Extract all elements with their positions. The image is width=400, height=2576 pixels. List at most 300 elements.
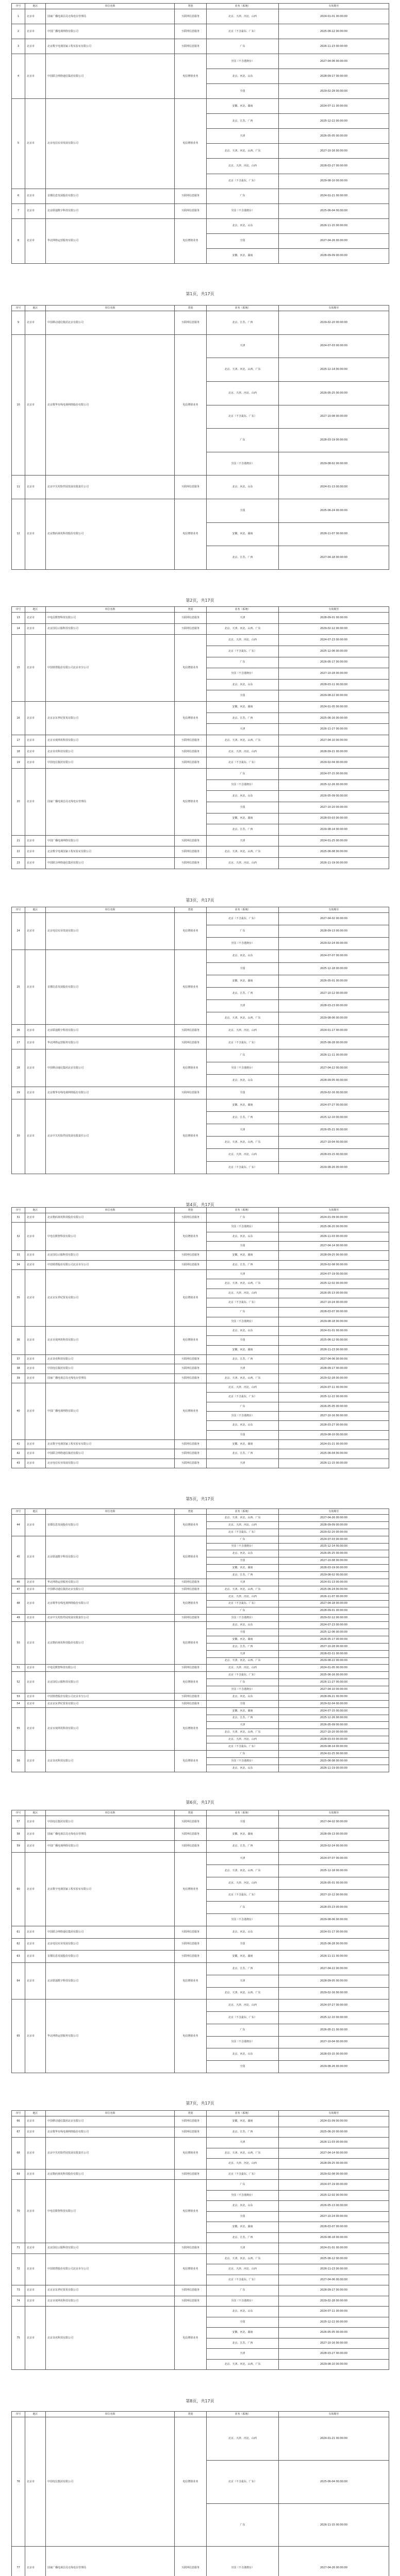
cell-scope: 北京、河北、山东: [207, 2307, 279, 2317]
cell-region: 北京市: [25, 702, 46, 735]
table-row: [12, 2253, 389, 2264]
cell-category: 电信增值业务: [175, 1853, 207, 1926]
table-row: [12, 613, 389, 624]
cell-expiry: 2025-06-28 00:00:00: [279, 1938, 389, 1951]
cell-scope: 北京、河北、山东: [207, 1622, 279, 1629]
cell-expiry: 2028-03-07 00:00:00: [279, 2222, 389, 2233]
cell-expiry: 2029-02-24 00:00:00: [279, 1840, 389, 1853]
cell-expiry: 2029-02-12 00:00:00: [279, 623, 389, 635]
cell-category: 互联网信息服务: [175, 1840, 207, 1853]
cell-region: 北京市: [25, 218, 46, 263]
cell-expiry: 2029-08-06 00:00:00: [279, 1914, 389, 1926]
table-row: [12, 1593, 389, 1600]
cell-scope: 安徽、河北、湖南: [207, 1251, 279, 1260]
header-company: 单位名称: [46, 907, 175, 913]
cell-scope: 全国（不含港澳台）: [207, 1062, 279, 1074]
cell-scope: 全国: [207, 1241, 279, 1250]
cell-scope: 广东: [207, 1750, 279, 1757]
cell-region: 北京市: [25, 1515, 46, 1536]
cell-category: 电信增值业务: [175, 1515, 207, 1536]
cell-scope: 北京、天津、河北、山西: [207, 159, 279, 174]
cell-scope: 天津: [207, 2138, 279, 2148]
cell-scope: 北京、天津、河北、山西、广东: [207, 735, 279, 747]
cell-region: 北京市: [25, 1099, 46, 1174]
cell-scope: 全国（不含港澳台）: [207, 1223, 279, 1232]
cell-region: 北京市: [25, 499, 46, 570]
cell-scope: 全国（不含港澳台）: [207, 1914, 279, 1926]
cell-expiry: 2025-06-08 00:00:00: [279, 1757, 389, 1765]
cell-scope: 安徽、河北、湖南: [207, 1345, 279, 1354]
cell-expiry: 2027-10-04 00:00:00: [279, 2036, 389, 2048]
table-row: [12, 499, 389, 523]
cell-expiry: 2026-11-11 00:00:00: [279, 1951, 389, 1963]
cell-company: 中电信数智科技有限公司: [46, 2180, 175, 2243]
header-seq: 序号: [12, 1208, 25, 1213]
cell-seq: 26: [12, 1025, 25, 1037]
table-row: [12, 311, 389, 335]
table-row: [12, 1374, 389, 1383]
cell-category: 电信增值业务: [175, 635, 207, 702]
cell-category: 互联网信息服务: [175, 2169, 207, 2180]
table-row: [12, 1536, 389, 1543]
cell-expiry: 2027-04-06 00:00:00: [279, 1354, 389, 1364]
cell-expiry: 2029-08-06 00:00:00: [279, 1012, 389, 1025]
table-row: [12, 1354, 389, 1364]
cell-expiry: 2028-03-03 00:00:00: [279, 1736, 389, 1743]
cell-seq: 53: [12, 1693, 25, 1700]
cell-expiry: 2025-06-08 00:00:00: [279, 846, 389, 858]
cell-region: 北京市: [25, 1750, 46, 1772]
table-row: [12, 1853, 389, 1865]
cell-category: 互联网信息服务: [175, 2116, 207, 2127]
cell-scope: 天津: [207, 1975, 279, 1987]
cell-expiry: 2029-08-22 00:00:00: [279, 690, 389, 702]
cell-company: 中国移动通信集团北京有限公司: [46, 1586, 175, 1593]
cell-scope: 北京（不含最东、广东）: [207, 1161, 279, 1174]
cell-company: 中国铁塔股份有限公司北京市分公司: [46, 1693, 175, 1700]
cell-expiry: 2025-12-22 00:00:00: [279, 2317, 389, 2328]
cell-expiry: 2027-10-28 00:00:00: [279, 668, 389, 680]
cell-seq: 65: [12, 1999, 25, 2073]
cell-company: 北京数码视讯科技股份有限公司: [46, 1213, 175, 1223]
cell-company: 中国联合网络通信集团有限公司: [46, 1926, 175, 1938]
cell-expiry: 2027-04-02 00:00:00: [279, 1816, 389, 1828]
cell-expiry: 2025-06-20 00:00:00: [279, 2127, 389, 2138]
cell-expiry: 2025-12-18 00:00:00: [279, 962, 389, 975]
cell-expiry: 2026-05-17 00:00:00: [279, 1636, 389, 1643]
cell-company: 北京百度网讯科技有限公司: [46, 1707, 175, 1750]
cell-expiry: 2025-06-04 00:00:00: [279, 1449, 389, 1459]
cell-scope: 天津: [207, 999, 279, 1012]
cell-region: 北京市: [25, 1459, 46, 1468]
cell-company: 北京数字电视国家工程实验室有限公司: [46, 39, 175, 54]
cell-seq: 55: [12, 1707, 25, 1750]
header-region: 地区: [25, 1208, 46, 1213]
cell-expiry: 2027-10-08 00:00:00: [279, 405, 389, 429]
cell-company: 北京京东世纪贸易有限公司: [46, 1269, 175, 1326]
cell-scope: 全国（不含港澳台）: [207, 452, 279, 476]
header-category: 类别: [175, 1208, 207, 1213]
cell-company: 北京数字电视国家工程实验室有限公司: [46, 846, 175, 858]
cell-scope: 全国: [207, 1938, 279, 1951]
cell-expiry: 2028-09-21 00:00:00: [279, 1693, 389, 1700]
cell-scope: 北京、河北、山东: [207, 950, 279, 962]
page-footer: 第5页，共17页: [186, 1497, 214, 1501]
cell-scope: 广东: [207, 39, 279, 54]
cell-expiry: 2027-10-16 00:00:00: [279, 144, 389, 159]
table-row: [12, 54, 389, 69]
cell-category: 电信增值业务: [175, 2180, 207, 2243]
table-row: [12, 1828, 389, 1840]
cell-seq: 39: [12, 1374, 25, 1383]
cell-scope: 北京、天津、河北、山西、广东: [207, 1657, 279, 1665]
cell-expiry: 2027-10-16 00:00:00: [279, 1411, 389, 1420]
cell-expiry: 2028-03-11 00:00:00: [279, 1650, 389, 1657]
cell-expiry: 2027-04-22 00:00:00: [279, 1062, 389, 1074]
header-scope: 业务（系统）: [207, 2111, 279, 2116]
cell-company: 中电信数智科技有限公司: [46, 1665, 175, 1672]
cell-company: 北京歌华有线电视网络股份有限公司: [46, 334, 175, 476]
cell-category: 电信增值业务: [175, 1536, 207, 1579]
cell-expiry: 2029-02-04 00:00:00: [279, 1700, 389, 1707]
table-row: [12, 1260, 389, 1269]
cell-company: 华北网络运营服务有限公司: [46, 218, 175, 263]
cell-seq: 40: [12, 1383, 25, 1439]
cell-scope: 北京、天津、河北、山西: [207, 2264, 279, 2275]
cell-scope: 安徽、河北、湖南: [207, 975, 279, 987]
cell-expiry: 2028-03-15 00:00:00: [279, 2048, 389, 2061]
cell-expiry: 2026-11-07 00:00:00: [279, 522, 389, 546]
cell-scope: 安徽、河北、湖南: [207, 1636, 279, 1643]
cell-company: 中电信数智科技有限公司: [46, 613, 175, 624]
cell-region: 北京市: [25, 9, 46, 24]
cell-scope: 北京、河北、山东: [207, 679, 279, 690]
cell-expiry: 2027-04-06 00:00:00: [279, 54, 389, 69]
cell-category: 电信增值业务: [175, 1049, 207, 1087]
header-expiry: 有效期至: [279, 607, 389, 613]
cell-expiry: 2024-01-17 00:00:00: [279, 1926, 389, 1938]
page-footer: 第2页，共17页: [186, 598, 214, 603]
cell-expiry: 2027-04-18 00:00:00: [279, 546, 389, 570]
cell-expiry: 2026-05-01 00:00:00: [279, 1877, 389, 1889]
document-page: [11, 2110, 389, 2403]
cell-scope: 安徽、河北、湖南: [207, 1565, 279, 1572]
cell-scope: 北京、天津、河北、山西、广东: [207, 1865, 279, 1877]
cell-expiry: 2024-01-21 00:00:00: [279, 189, 389, 204]
header-scope: 业务（系统）: [207, 306, 279, 311]
cell-company: 国家广播电视总局无线电台管理局: [46, 1374, 175, 1383]
cell-scope: 全国: [207, 84, 279, 99]
cell-company: 北京联通数字科技有限公司: [46, 204, 175, 218]
cell-category: 互联网信息服务: [175, 1213, 207, 1223]
cell-expiry: 2027-04-06 00:00:00: [279, 2275, 389, 2285]
cell-expiry: 2029-02-24 00:00:00: [279, 938, 389, 950]
cell-region: 北京市: [25, 2127, 46, 2138]
cell-region: 北京市: [25, 1439, 46, 1449]
cell-scope: 天津: [207, 1269, 279, 1279]
cell-scope: 北京（不含最东、广东）: [207, 913, 279, 925]
page-footer: 第3页，共17页: [186, 898, 214, 903]
cell-scope: 广东: [207, 657, 279, 668]
cell-category: 电信增值业务: [175, 1223, 207, 1251]
cell-scope: 全国（不含港澳台）: [207, 779, 279, 791]
cell-expiry: 2027-04-02 00:00:00: [279, 913, 389, 925]
cell-scope: 北京（不含最东、广东）: [207, 2275, 279, 2285]
header-category: 类别: [175, 1509, 207, 1515]
cell-scope: 天津: [207, 1650, 279, 1657]
cell-expiry: 2024-07-11 00:00:00: [279, 1383, 389, 1392]
cell-region: 北京市: [25, 1853, 46, 1926]
cell-seq: 73: [12, 2285, 25, 2296]
cell-company: 中国联合网络通信集团有限公司: [46, 1449, 175, 1459]
cell-expiry: 2029-02-20 00:00:00: [279, 1529, 389, 1536]
cell-expiry: 2026-05-05 00:00:00: [279, 2328, 389, 2338]
cell-expiry: 2029-02-12 00:00:00: [279, 1615, 389, 1622]
cell-expiry: 2028-09-05 00:00:00: [279, 1975, 389, 1987]
header-company: 单位名称: [46, 2412, 175, 2417]
cell-region: 北京市: [25, 635, 46, 702]
header-expiry: 有效期至: [279, 2412, 389, 2417]
cell-expiry: 2027-04-14 00:00:00: [279, 1241, 389, 1250]
header-region: 地区: [25, 1810, 46, 1816]
cell-scope: 安徽、河北、湖南: [207, 813, 279, 824]
cell-scope: 北京、天津、河北、山西、广东: [207, 1137, 279, 1149]
license-table: [11, 1207, 389, 1468]
table-row: [12, 1099, 389, 1111]
cell-scope: 北京、天津、河北、山西: [207, 746, 279, 757]
cell-company: 北京数码视讯科技股份有限公司: [46, 499, 175, 570]
header-region: 地区: [25, 2412, 46, 2417]
cell-category: 互联网信息服务: [175, 1087, 207, 1099]
cell-scope: 北京（不含最东、广东）: [207, 1743, 279, 1751]
cell-seq: 74: [12, 2296, 25, 2307]
cell-seq: 71: [12, 2243, 25, 2254]
cell-scope: 全国（不含港澳台）: [207, 1411, 279, 1420]
cell-expiry: 2026-05-21 00:00:00: [279, 2024, 389, 2036]
cell-scope: 全国: [207, 690, 279, 702]
header-company: 单位名称: [46, 607, 175, 613]
cell-company: 北京电信实业发展有限公司: [46, 913, 175, 950]
cell-company: 首都信息发展股份有限公司: [46, 189, 175, 204]
cell-expiry: 2026-11-03 00:00:00: [279, 1232, 389, 1241]
table-row: [12, 1665, 389, 1672]
cell-scope: 北京、天津、河北、山西: [207, 1593, 279, 1600]
table-row: [12, 2307, 389, 2317]
cell-region: 北京市: [25, 1586, 46, 1593]
document-page: [11, 2411, 389, 2576]
license-table: [11, 1810, 389, 2073]
header-category: 类别: [175, 907, 207, 913]
cell-category: 互联网信息服务: [175, 204, 207, 218]
cell-scope: 北京、河北、山东: [207, 1421, 279, 1430]
cell-seq: 5: [12, 99, 25, 189]
cell-company: 中国电信集团有限公司: [46, 1364, 175, 1374]
cell-scope: 北京、河北、山东: [207, 1693, 279, 1700]
cell-scope: 安徽、河北、湖南: [207, 99, 279, 114]
cell-scope: 广东: [207, 925, 279, 938]
cell-region: 北京市: [25, 1672, 46, 1693]
table-row: [12, 1383, 389, 1392]
cell-expiry: 2024-01-13 00:00:00: [279, 476, 389, 499]
cell-expiry: 2025-12-26 00:00:00: [279, 1715, 389, 1722]
cell-scope: 广东: [207, 189, 279, 204]
table-row: [12, 1693, 389, 1700]
cell-seq: 21: [12, 835, 25, 846]
table-row: [12, 334, 389, 358]
cell-category: 互联网信息服务: [175, 476, 207, 499]
cell-expiry: 2026-05-13 00:00:00: [279, 2201, 389, 2212]
cell-company: 中电信数智科技有限公司: [46, 1223, 175, 1251]
header-company: 单位名称: [46, 4, 175, 9]
cell-scope: 北京、河北、山东: [207, 2048, 279, 2061]
cell-expiry: 2029-08-26 00:00:00: [279, 2061, 389, 2073]
cell-scope: 全国: [207, 1629, 279, 1636]
cell-expiry: 2024-07-15 00:00:00: [279, 768, 389, 779]
cell-seq: 70: [12, 2180, 25, 2243]
cell-category: 互联网信息服务: [175, 1439, 207, 1449]
cell-scope: 北京、江苏、广西: [207, 1715, 279, 1722]
cell-expiry: 2027-10-20 00:00:00: [279, 802, 389, 813]
table-row: [12, 2243, 389, 2254]
table-row: [12, 858, 389, 869]
cell-scope: 北京、天津、河北、山西: [207, 2159, 279, 2170]
cell-expiry: 2028-03-03 00:00:00: [279, 813, 389, 824]
table-row: [12, 1037, 389, 1049]
table-row: [12, 635, 389, 646]
cell-scope: 全国（不含港澳台）: [207, 204, 279, 218]
cell-category: 互联网信息服务: [175, 1700, 207, 1707]
cell-company: 国家广播电视总局无线电台管理局: [46, 9, 175, 24]
header-expiry: 有效期至: [279, 1509, 389, 1515]
table-row: [12, 24, 389, 39]
cell-scope: 安徽、河北、湖南: [207, 522, 279, 546]
cell-expiry: 2024-01-17 00:00:00: [279, 1025, 389, 1037]
cell-scope: 安徽、河北、湖南: [207, 248, 279, 263]
cell-expiry: 2027-04-18 00:00:00: [279, 1600, 389, 1607]
cell-expiry: 2024-01-01 00:00:00: [279, 9, 389, 24]
cell-company: 中国铁塔股份有限公司北京市分公司: [46, 2253, 175, 2285]
cell-category: 电信增值业务: [175, 1999, 207, 2073]
cell-expiry: 2024-01-09 00:00:00: [279, 1213, 389, 1223]
cell-company: 国家广播电视总局无线电台管理局: [46, 1828, 175, 1840]
table-row: [12, 2547, 389, 2576]
cell-region: 北京市: [25, 1700, 46, 1707]
cell-seq: 75: [12, 2307, 25, 2370]
table-row: [12, 189, 389, 204]
cell-region: 北京市: [25, 2138, 46, 2170]
table-row: [12, 1213, 389, 1223]
cell-expiry: 2024-01-01 00:00:00: [279, 2243, 389, 2254]
table-row: [12, 1326, 389, 1335]
cell-scope: 全国（不含港澳台）: [207, 2296, 279, 2307]
cell-region: 北京市: [25, 1374, 46, 1383]
cell-company: 中国广播电视网络有限公司: [46, 1840, 175, 1853]
cell-company: 中国联合网络通信集团有限公司: [46, 858, 175, 869]
cell-expiry: 2028-09-25 00:00:00: [279, 1251, 389, 1260]
cell-seq: 77: [12, 2547, 25, 2576]
cell-category: 互联网信息服务: [175, 2547, 207, 2576]
cell-expiry: 2026-11-15 00:00:00: [279, 1459, 389, 1468]
cell-expiry: 2024-01-25 00:00:00: [279, 835, 389, 846]
cell-seq: 28: [12, 1049, 25, 1087]
cell-company: 北京数字电视国家工程实验室有限公司: [46, 1439, 175, 1449]
cell-company: 北京百度网讯科技有限公司: [46, 735, 175, 747]
cell-region: 北京市: [25, 2547, 46, 2576]
cell-category: 互联网信息服务: [175, 1926, 207, 1938]
cell-expiry: 2028-09-17 00:00:00: [279, 1364, 389, 1374]
table-row: [12, 9, 389, 24]
cell-expiry: 2025-12-14 00:00:00: [279, 1543, 389, 1550]
table-row: [12, 1672, 389, 1679]
cell-seq: 6: [12, 189, 25, 204]
cell-seq: 22: [12, 846, 25, 858]
header-region: 地区: [25, 1509, 46, 1515]
cell-scope: 全国（不含港澳台）: [207, 54, 279, 69]
cell-region: 北京市: [25, 1693, 46, 1700]
cell-expiry: 2028-09-17 00:00:00: [279, 69, 389, 84]
cell-scope: 北京（不含最东、广东）: [207, 757, 279, 769]
table-row: [12, 746, 389, 757]
table-row: [12, 2127, 389, 2138]
cell-scope: 全国: [207, 2211, 279, 2222]
table-row: [12, 1816, 389, 1828]
cell-scope: 北京（不含最东、广东）: [207, 1672, 279, 1679]
cell-scope: 天津: [207, 724, 279, 735]
cell-scope: 北京、河北、山东: [207, 1326, 279, 1335]
cell-expiry: 2027-10-04 00:00:00: [279, 1137, 389, 1149]
cell-expiry: 2026-11-23 00:00:00: [279, 39, 389, 54]
cell-scope: 全国（不含港澳台）: [207, 2036, 279, 2048]
cell-scope: 北京、天津、河北、山西: [207, 1383, 279, 1392]
cell-company: 北京电信实业发展有限公司: [46, 99, 175, 189]
cell-category: 互联网信息服务: [175, 1374, 207, 1383]
cell-category: 互联网信息服务: [175, 24, 207, 39]
header-category: 类别: [175, 1810, 207, 1816]
cell-scope: 全国: [207, 1816, 279, 1828]
document-page: [11, 606, 389, 903]
cell-expiry: 2027-10-24 00:00:00: [279, 1298, 389, 1307]
cell-seq: 34: [12, 1260, 25, 1269]
cell-seq: 46: [12, 1579, 25, 1586]
cell-expiry: 2028-03-27 00:00:00: [279, 1421, 389, 1430]
header-seq: 序号: [12, 4, 25, 9]
cell-expiry: 2027-04-10 00:00:00: [279, 1686, 389, 1693]
header-company: 单位名称: [46, 2111, 175, 2116]
table-row: [12, 2296, 389, 2307]
cell-company: 北京中关村软件园发展有限责任公司: [46, 2138, 175, 2170]
table-row: [12, 1999, 389, 2012]
cell-expiry: 2029-08-18 00:00:00: [279, 1317, 389, 1326]
header-seq: 序号: [12, 2111, 25, 2116]
cell-expiry: 2027-04-10 00:00:00: [279, 735, 389, 747]
cell-region: 北京市: [25, 1593, 46, 1615]
header-seq: 序号: [12, 1810, 25, 1816]
cell-scope: 全国（不含港澳台）: [207, 668, 279, 680]
cell-expiry: 2028-03-19 00:00:00: [279, 429, 389, 452]
cell-scope: 北京、天津、河北、山西、广东: [207, 144, 279, 159]
cell-expiry: 2026-05-05 00:00:00: [279, 1402, 389, 1411]
cell-scope: 全国: [207, 499, 279, 523]
cell-scope: 北京、天津、河北、山西、广东: [207, 1729, 279, 1736]
cell-region: 北京市: [25, 913, 46, 950]
cell-company: 国家广播电视总局无线电台管理局: [46, 2547, 175, 2576]
cell-category: 互联网信息服务: [175, 746, 207, 757]
cell-category: 互联网信息服务: [175, 2285, 207, 2296]
cell-seq: 58: [12, 1828, 25, 1840]
cell-category: 互联网信息服务: [175, 757, 207, 769]
cell-scope: 安徽、河北、湖南: [207, 2328, 279, 2338]
cell-expiry: 2029-02-28 00:00:00: [279, 84, 389, 99]
